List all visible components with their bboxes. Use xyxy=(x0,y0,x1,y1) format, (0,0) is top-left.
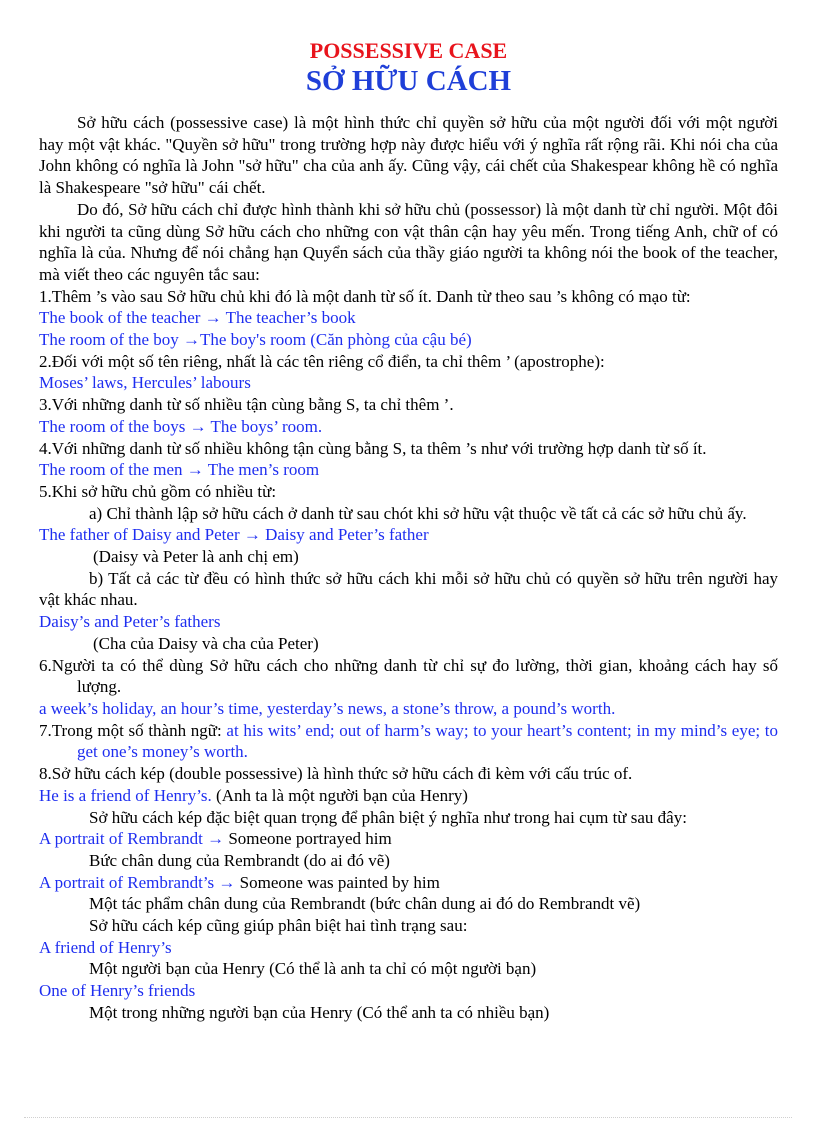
rule-5: 5.Khi sở hữu chủ gồm có nhiều từ: xyxy=(39,481,277,501)
rule-5b: b) Tất cả các từ đều có hình thức sở hữu cách khi mỗi sở hữu chủ có quyền sở hữu trên người hay vật khác nhau. xyxy=(39,568,778,610)
example-8c: A friend of Henry’s xyxy=(39,937,172,957)
example-8a-meaning: Someone portrayed him xyxy=(224,829,392,849)
intro-paragraph-2: Do đó, Sở hữu cách chỉ được hình thành khi sở hữu chủ (possessor) là một danh từ chỉ người. Một đôi khi người ta cũng dùng Sở hữu cách cho những con vật thân cận hay yêu mến. Trong tiếng Anh, chữ of có nghĩa là của. Nhưng để nói chẳng hạn Quyển sách của thầy giáo người ta không nói the book of the teacher, mà viết theo các nguyên tắc sau: xyxy=(39,199,778,284)
note-5a: (Daisy và Peter là anh chị em) xyxy=(93,547,299,567)
rule-8-note-1: Sở hữu cách kép đặc biệt quan trọng để phân biệt ý nghĩa như trong hai cụm từ sau đây: xyxy=(89,807,687,827)
example-8b-meaning: Someone was painted by him xyxy=(235,872,440,892)
page-bottom-divider xyxy=(24,1117,792,1118)
rule-8: 8.Sở hữu cách kép (double possessive) là hình thức sở hữu cách đi kèm với cấu trúc of. xyxy=(39,764,633,784)
example-8d-translation: Một trong những người bạn của Henry (Có thể anh ta có nhiều bạn) xyxy=(89,1002,550,1022)
example-6: a week’s holiday, an hour’s time, yesterday’s news, a stone’s throw, a pound’s worth. xyxy=(39,698,616,718)
example-8b-english: A portrait of Rembrandt’s → xyxy=(39,872,236,892)
rule-8-note-2: Sở hữu cách kép cũng giúp phân biệt hai tình trạng sau: xyxy=(89,916,468,936)
example-5a: The father of Daisy and Peter → Daisy and Peter’s father xyxy=(39,525,429,545)
example-8-translation: (Anh ta là một người bạn của Henry) xyxy=(211,785,468,805)
rule-1: 1.Thêm ’s vào sau Sở hữu chủ khi đó là một danh từ số ít. Danh từ theo sau ’s không có mạo từ: xyxy=(39,286,691,306)
example-8b xyxy=(39,872,778,894)
example-3: The room of the boys → The boys’ room. xyxy=(39,416,323,436)
intro-paragraph-1: Sở hữu cách (possessive case) là một hình thức chỉ quyền sở hữu của một người đối với một người hay một vật khác. "Quyền sở hữu" trong trường hợp này được hiểu với ý nghĩa rất rộng rãi. Khi nói cha của John không có nghĩa là John "sở hữu" cha của anh ấy. Cũng vậy, cái chết của Shakespear không hề có nghĩa là Shakespeare "sở hữu" cái chết. xyxy=(39,113,778,198)
example-8a-translation: Bức chân dung của Rembrandt (do ai đó vẽ) xyxy=(89,850,390,870)
rule-6: 6.Người ta có thể dùng Sở hữu cách cho những danh từ chỉ sự đo lường, thời gian, khoảng cách hay số lượng. xyxy=(39,655,778,697)
rule-3: 3.Với những danh từ số nhiều tận cùng bằng S, ta chỉ thêm ’. xyxy=(39,395,454,415)
example-8a-english: A portrait of Rembrandt → xyxy=(39,829,225,849)
title-vietnamese: SỞ HỮU CÁCH xyxy=(305,65,512,97)
rule-7-examples: at his wits’ end; out of harm’s way; to your heart’s content; in my mind’s eye; to get one’s money’s worth. xyxy=(77,720,778,762)
example-8b-translation: Một tác phẩm chân dung của Rembrandt (bức chân dung ai đó do Rembrandt vẽ) xyxy=(89,894,641,914)
example-1b: The room of the boy →The boy's room (Căn phòng của cậu bé) xyxy=(39,330,472,350)
note-5b: (Cha của Daisy và cha của Peter) xyxy=(93,633,319,653)
example-8-english: He is a friend of Henry’s. xyxy=(39,785,212,805)
rule-4: 4.Với những danh từ số nhiều không tận cùng bằng S, ta thêm ’s như với trường hợp danh từ số ít. xyxy=(39,438,707,458)
title-english: POSSESSIVE CASE xyxy=(309,38,508,63)
example-8a xyxy=(39,828,778,850)
example-1a: The book of the teacher → The teacher’s book xyxy=(39,308,356,328)
example-2: Moses’ laws, Hercules’ labours xyxy=(39,373,251,393)
rule-7-prefix: 7.Trong một số thành ngữ: xyxy=(39,720,227,740)
example-5b: Daisy’s and Peter’s fathers xyxy=(39,612,221,632)
example-8d: One of Henry’s friends xyxy=(39,981,196,1001)
example-8c-translation: Một người bạn của Henry (Có thể là anh ta chỉ có một người bạn) xyxy=(89,959,537,979)
example-4: The room of the men → The men’s room xyxy=(39,460,320,480)
example-8 xyxy=(39,785,778,807)
rule-2: 2.Đối với một số tên riêng, nhất là các tên riêng cổ điển, ta chỉ thêm ’ (apostrophe): xyxy=(39,351,605,371)
rule-7 xyxy=(39,720,778,763)
rule-5a: a) Chỉ thành lập sở hữu cách ở danh từ sau chót khi sở hữu vật thuộc về tất cả các sở hữu chủ ấy. xyxy=(89,503,747,523)
